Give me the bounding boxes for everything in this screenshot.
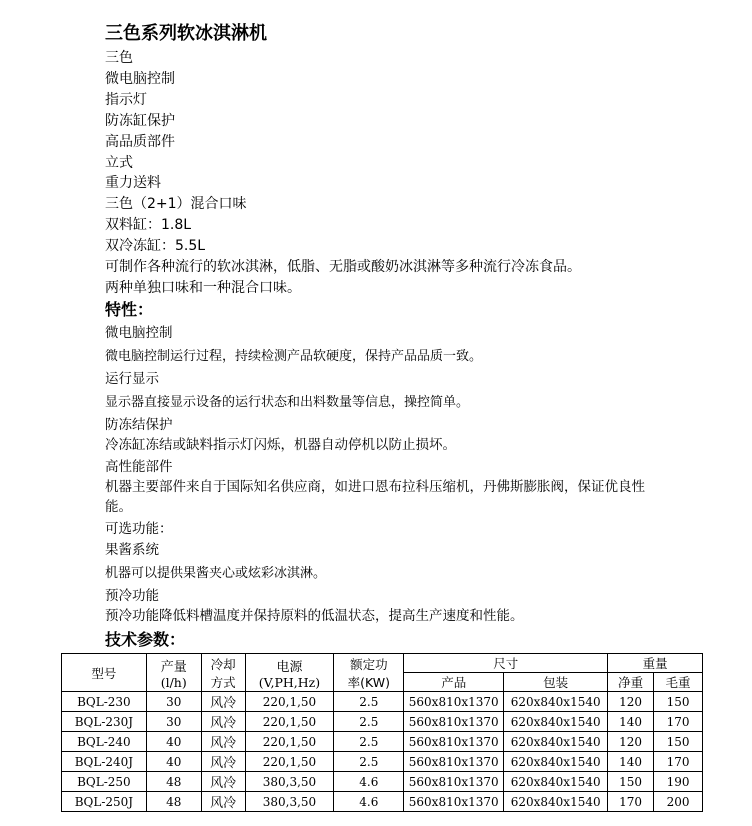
cell-net: 120: [608, 692, 654, 712]
cell-output: 40: [146, 732, 201, 752]
intro-line: 立式: [105, 154, 133, 171]
features-heading: 特性：: [105, 300, 154, 319]
cell-rated: 2.5: [334, 692, 404, 712]
cell-gross: 150: [654, 732, 703, 752]
cell-net: 140: [608, 712, 654, 732]
cell-net: 140: [608, 752, 654, 772]
cell-gross: 170: [654, 712, 703, 732]
intro-line: 两种单独口味和一种混合口味。: [105, 279, 301, 296]
cell-model: BQL-240: [62, 732, 147, 752]
cell-package: 620x840x1540: [504, 712, 608, 732]
cell-power: 220,1,50: [245, 752, 334, 772]
cell-cooling: 风冷: [201, 792, 245, 812]
cell-rated: 2.5: [334, 712, 404, 732]
optional-desc: 预冷功能降低料槽温度并保持原料的低温状态，提高生产速度和性能。: [105, 608, 524, 624]
cell-gross: 200: [654, 792, 703, 812]
cell-gross: 190: [654, 772, 703, 792]
cell-power: 380,3,50: [245, 792, 334, 812]
feature-desc: 微电脑控制运行过程，持续检测产品软硬度，保持产品品质一致。: [105, 349, 483, 364]
spec-heading: 技术参数：: [105, 630, 186, 649]
cell-output: 48: [146, 792, 201, 812]
th-cooling: 冷却 方式: [201, 654, 245, 692]
feature-desc: 显示器直接显示设备的运行状态和出料数量等信息，操控简单。: [105, 395, 470, 410]
th-weight: 重量: [608, 654, 703, 673]
cell-product: 560x810x1370: [404, 692, 504, 712]
intro-line: 高品质部件: [105, 133, 175, 150]
cell-output: 48: [146, 772, 201, 792]
cell-cooling: 风冷: [201, 692, 245, 712]
cell-model: BQL-250J: [62, 792, 147, 812]
table-row: [62, 752, 703, 772]
cell-gross: 170: [654, 752, 703, 772]
feature-name: 高性能部件: [105, 459, 173, 475]
th-model: 型号: [62, 654, 147, 692]
th-net: 净重: [608, 673, 654, 692]
optional-name: 预冷功能: [105, 588, 159, 604]
cell-product: 560x810x1370: [404, 712, 504, 732]
intro-line: 三色: [105, 50, 133, 66]
cell-model: BQL-240J: [62, 752, 147, 772]
table-row: [62, 772, 703, 792]
cell-rated: 2.5: [334, 752, 404, 772]
page-title: 三色系列软冰淇淋机: [105, 23, 267, 44]
table-row: [62, 732, 703, 752]
cell-net: 170: [608, 792, 654, 812]
intro-list: [105, 48, 581, 299]
optional-desc: 机器可以提供果酱夹心或炫彩冰淇淋。: [105, 566, 327, 581]
cell-package: 620x840x1540: [504, 792, 608, 812]
th-rated: 额定功 率(KW): [334, 654, 404, 692]
cell-output: 30: [146, 692, 201, 712]
cell-product: 560x810x1370: [404, 732, 504, 752]
optional-heading: 可选功能：: [105, 521, 173, 537]
intro-line: 防冻缸保护: [105, 112, 175, 129]
th-output: 产量 (l/h): [146, 654, 201, 692]
th-power: 电源 (V,PH,Hz): [245, 654, 334, 692]
intro-line: 可制作各种流行的软冰淇淋，低脂、无脂或酸奶冰淇淋等多种流行冷冻食品。: [105, 259, 581, 276]
cell-power: 380,3,50: [245, 772, 334, 792]
cell-power: 220,1,50: [245, 732, 334, 752]
intro-line: 微电脑控制: [105, 70, 175, 87]
cell-package: 620x840x1540: [504, 772, 608, 792]
intro-line: 三色（2+1）混合口味: [105, 196, 247, 213]
th-package: 包装: [504, 673, 608, 692]
th-gross: 毛重: [654, 673, 703, 692]
feature-desc: 冷冻缸冻结或缺料指示灯闪烁，机器自动停机以防止损坏。: [105, 437, 456, 453]
optional-name: 果酱系统: [105, 542, 159, 558]
cell-output: 40: [146, 752, 201, 772]
spec-table: [61, 653, 703, 812]
cell-rated: 2.5: [334, 732, 404, 752]
intro-line: 双冷冻缸：5.5L: [105, 238, 206, 255]
cell-net: 150: [608, 772, 654, 792]
cell-model: BQL-230J: [62, 712, 147, 732]
cell-cooling: 风冷: [201, 712, 245, 732]
table-row: [62, 692, 703, 712]
cell-model: BQL-230: [62, 692, 147, 712]
feature-name: 运行显示: [105, 371, 159, 387]
feature-desc: 机器主要部件来自于国际知名供应商，如进口恩布拉科压缩机，丹佛斯膨胀阀，保证优良性能。: [105, 479, 645, 515]
th-size: 尺寸: [404, 654, 608, 673]
cell-rated: 4.6: [334, 792, 404, 812]
table-row: [62, 712, 703, 732]
cell-product: 560x810x1370: [404, 752, 504, 772]
cell-product: 560x810x1370: [404, 772, 504, 792]
feature-name: 微电脑控制: [105, 325, 173, 341]
cell-package: 620x840x1540: [504, 732, 608, 752]
cell-cooling: 风冷: [201, 752, 245, 772]
feature-name: 防冻结保护: [105, 417, 173, 433]
table-row: [62, 792, 703, 812]
intro-line: 重力送料: [105, 175, 161, 192]
cell-output: 30: [146, 712, 201, 732]
cell-rated: 4.6: [334, 772, 404, 792]
intro-line: 指示灯: [105, 91, 147, 108]
cell-net: 120: [608, 732, 654, 752]
cell-product: 560x810x1370: [404, 792, 504, 812]
cell-model: BQL-250: [62, 772, 147, 792]
cell-package: 620x840x1540: [504, 692, 608, 712]
cell-gross: 150: [654, 692, 703, 712]
cell-power: 220,1,50: [245, 712, 334, 732]
cell-power: 220,1,50: [245, 692, 334, 712]
cell-package: 620x840x1540: [504, 752, 608, 772]
cell-cooling: 风冷: [201, 732, 245, 752]
cell-cooling: 风冷: [201, 772, 245, 792]
th-product: 产品: [404, 673, 504, 692]
intro-line: 双料缸：1.8L: [105, 217, 192, 234]
